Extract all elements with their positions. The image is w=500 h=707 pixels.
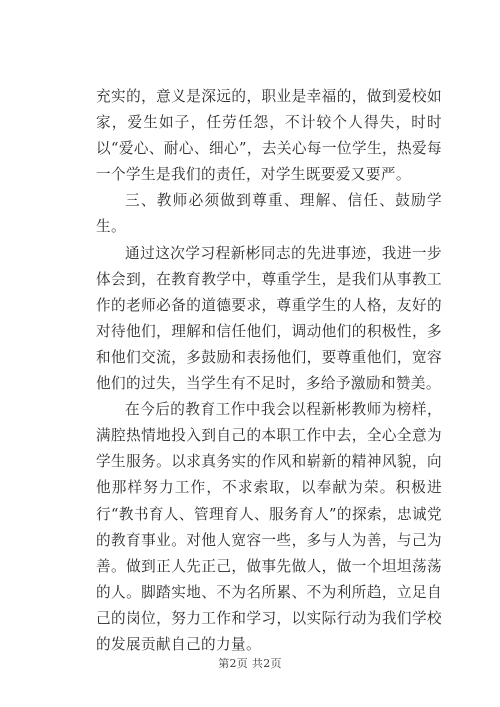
document-body <box>96 84 442 658</box>
paragraph-future-commitment: 在今后的教育工作中我会以程新彬教师为榜样，满腔热情地投入到自己的本职工作中去，全心全意为学生服务。以求真务实的作风和崭新的精神风貌，向他那样努力工作，不求索取，以奉献为荣。积极进行“教书育人、管理育人、服务育人”的探索，忠诚党的教育事业。对他人宽容一些，多与人为善，与己为善。做到正人先正己，做事先做人，做一个坦坦荡荡的人。脚踏实地、不为名所累、不为利所趋，立足自己的岗位，努力工作和学习，以实际行动为我们学校的发展贡献自己的力量。 <box>96 401 442 653</box>
paragraph-respect-students: 通过这次学习程新彬同志的先进事迹，我进一步体会到，在教育教学中，尊重学生，是我们从事教工作的老师必备的道德要求，尊重学生的人格，友好的对待他们，理解和信任他们，调动他们的积极性，多和他们交流，多鼓励和表扬他们，要尊重他们，宽容他们的过失，当学生有不足时，多给予激励和赞美。 <box>96 244 442 393</box>
page-number-footer: 第2页 共2页 <box>218 657 282 670</box>
section-heading-respect-students: 三、教师必须做到尊重、理解、信任、鼓励学生。 <box>96 192 442 236</box>
paragraph-ethics-continuation: 充实的，意义是深远的，职业是幸福的，做到爱校如家，爱生如子，任劳任怨，不计较个人得失，时时以“爱心、耐心、细心”，去关心每一位学生，热爱每一个学生是我们的责任，对学生既要爱又要严。 <box>96 88 442 184</box>
